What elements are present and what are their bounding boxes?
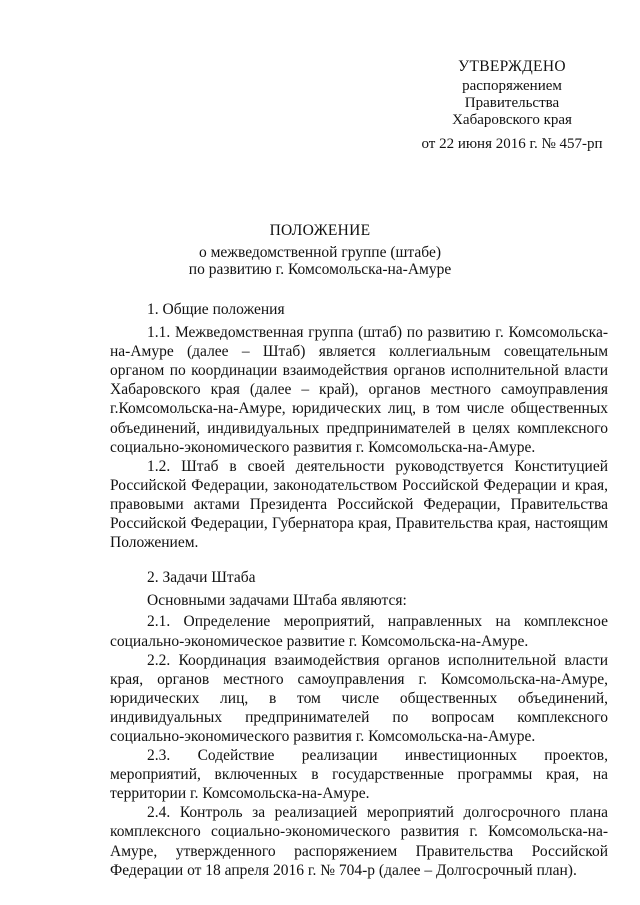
paragraph-1-2: 1.2. Штаб в своей деятельности руководствуется Конституцией Российской Федерации, законодательством Российской Федерации и края, правовыми актами Президента Российской Федерации, Правительства Российской Федерации, Губернатора края, Правительства края, настоящим Положением. [110, 457, 608, 552]
section-2-heading: 2. Задачи Штаба [147, 569, 256, 587]
document-body [110, 300, 608, 880]
section-2-lead: Основными задачами Штаба являются: [147, 592, 407, 610]
approval-line-1: распоряжением [462, 78, 562, 94]
title-line-1: о межведомственной группе (штабе) [198, 244, 441, 261]
approval-date: от 22 июня 2016 г. № 457-рп [421, 136, 603, 152]
title-line-2: по развитию г. Комсомольска-на-Амуре [188, 261, 452, 278]
paragraph-2-2: 2.2. Координация взаимодействия органов исполнительной власти края, органов местного самоуправления г. Комсомольска-на-Амуре, юридических лиц, в том числе общественных объединений, индивидуальных предпринимателей по вопросам комплексного социально-экономического развития г. Комсомольска-на-Амуре. [110, 651, 608, 745]
paragraph-1-1: 1.1. Межведомственная группа (штаб) по развитию г. Комсомольска-на-Амуре (далее – Штаб) является коллегиальным совещательным органом по координации взаимодействия органов исполнительной власти Хабаровского края (далее – край), органов местного самоуправления г.Комсомольска-на-Амуре, юридических лиц, в том числе общественных объединений, индивидуальных предпринимателей в целях комплексного социально-экономического развития г. Комсомольска-на-Амуре. [110, 324, 608, 456]
document-title [0, 222, 640, 278]
approval-heading: УТВЕРЖДЕНО [458, 58, 566, 75]
title-heading: ПОЛОЖЕНИЕ [269, 222, 371, 239]
approval-stamp [412, 58, 612, 153]
paragraph-2-1: 2.1. Определение мероприятий, направленных на комплексное социально-экономическое развитие г. Комсомольска-на-Амуре. [110, 613, 608, 650]
paragraph-2-4: 2.4. Контроль за реализацией мероприятий долгосрочного плана комплексного социально-экономического развития г. Комсомольска-на-Амуре, утвержденного распоряжением Правительства Российской Федерации от 18 апреля 2016 г. № 704-р (далее – Долгосрочный план). [110, 804, 608, 879]
approval-line-3: Хабаровского края [452, 112, 572, 128]
paragraph-2-3: 2.3. Содействие реализации инвестиционных проектов, мероприятий, включенных в государственные программы края, на территории г. Комсомольска-на-Амуре. [110, 747, 608, 803]
approval-line-2: Правительства [464, 95, 560, 111]
section-1-heading: 1. Общие положения [147, 301, 285, 318]
